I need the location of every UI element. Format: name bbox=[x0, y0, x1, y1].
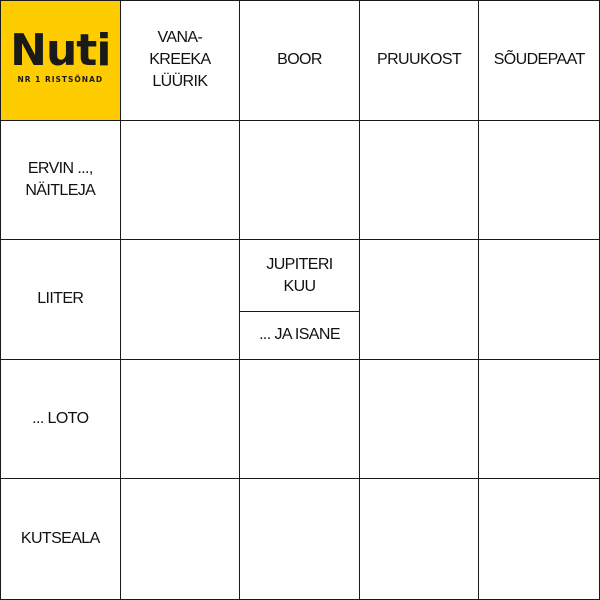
split-clue-bottom bbox=[240, 312, 359, 359]
logo-brand: Nuti bbox=[10, 25, 111, 77]
clue-text: ERVIN ..., NÄITLEJA bbox=[25, 159, 96, 199]
answer-cell-r2c4[interactable] bbox=[479, 240, 599, 360]
answer-cell-r2c3[interactable] bbox=[360, 240, 480, 360]
clue-cell-r4c0 bbox=[1, 479, 121, 599]
answer-cell-r1c2[interactable] bbox=[240, 121, 360, 241]
clue-text: BOOR bbox=[277, 51, 322, 69]
clue-cell-r1c0 bbox=[1, 121, 121, 241]
clue-text: LIITER bbox=[37, 290, 84, 308]
split-clue-cell-r2c2 bbox=[240, 240, 360, 360]
answer-cell-r3c1[interactable] bbox=[121, 360, 241, 480]
clue-text: JUPITERI KUU bbox=[266, 255, 333, 295]
answer-cell-r4c4[interactable] bbox=[479, 479, 599, 599]
clue-cell-r0c2 bbox=[240, 1, 360, 121]
answer-cell-r1c1[interactable] bbox=[121, 121, 241, 241]
answer-cell-r4c2[interactable] bbox=[240, 479, 360, 599]
split-clue-top bbox=[240, 240, 359, 312]
answer-cell-r3c3[interactable] bbox=[360, 360, 480, 480]
clue-cell-r0c4 bbox=[479, 1, 599, 121]
clue-text: KUTSEALA bbox=[20, 530, 100, 548]
clue-text: ... JA ISANE bbox=[259, 326, 340, 344]
answer-cell-r4c3[interactable] bbox=[360, 479, 480, 599]
clue-cell-r0c1 bbox=[121, 1, 241, 121]
clue-text: VANA- KREEKA LÜÜRIK bbox=[149, 29, 211, 91]
clue-cell-r2c0 bbox=[1, 240, 121, 360]
logo-tagline: NR 1 RISTSÕNAD bbox=[17, 75, 104, 85]
clue-cell-r3c0 bbox=[1, 360, 121, 480]
clue-cell-r0c3 bbox=[360, 1, 480, 121]
nuti-logo bbox=[1, 1, 121, 121]
clue-text: SÕUDEPAAT bbox=[493, 51, 585, 69]
answer-cell-r3c4[interactable] bbox=[479, 360, 599, 480]
answer-cell-r1c3[interactable] bbox=[360, 121, 480, 241]
answer-cell-r4c1[interactable] bbox=[121, 479, 241, 599]
clue-text: ... LOTO bbox=[32, 410, 89, 428]
answer-cell-r1c4[interactable] bbox=[479, 121, 599, 241]
answer-cell-r3c2[interactable] bbox=[240, 360, 360, 480]
clue-text: PRUUKOST bbox=[377, 51, 462, 69]
answer-cell-r2c1[interactable] bbox=[121, 240, 241, 360]
